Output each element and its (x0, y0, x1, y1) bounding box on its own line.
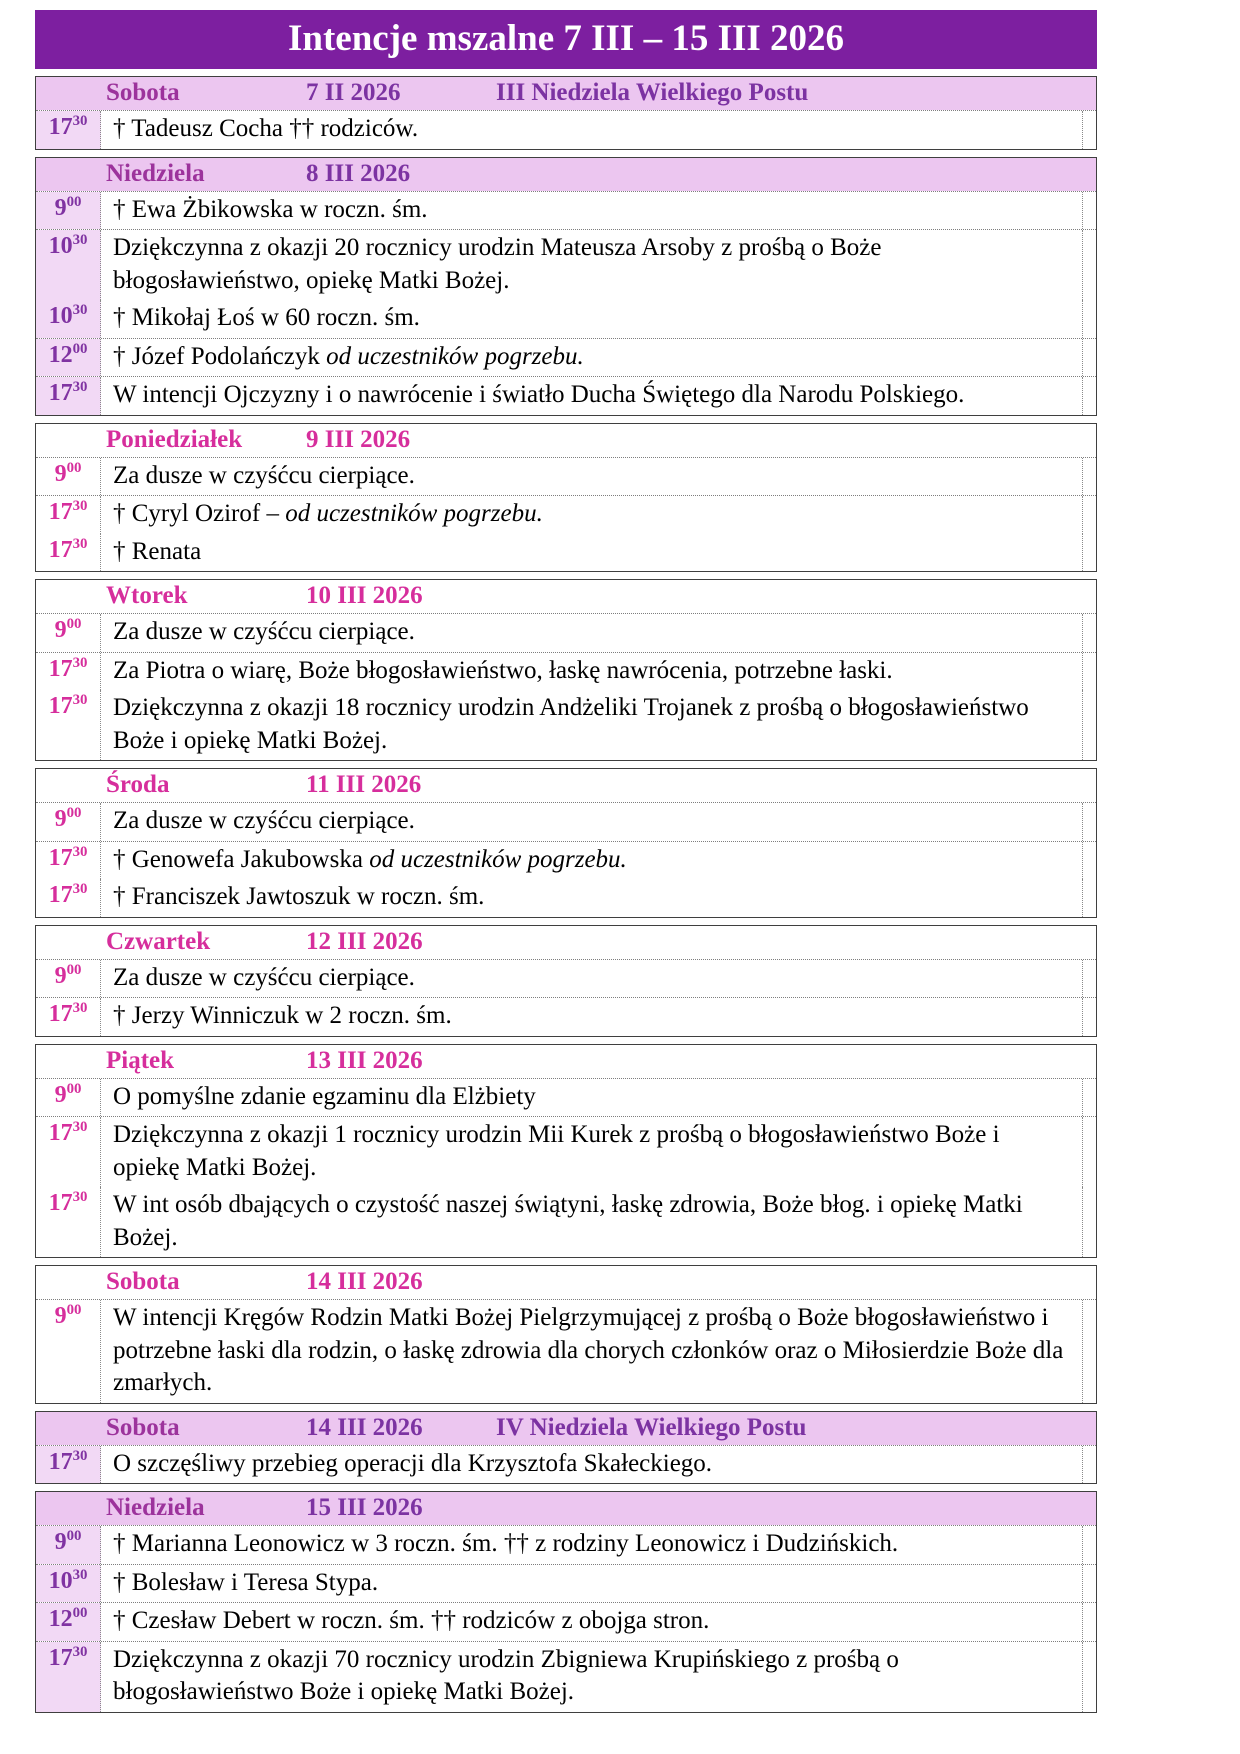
section-header (36, 1492, 1096, 1525)
right-rail (1082, 653, 1096, 691)
mass-row (36, 229, 1096, 338)
intention-text (101, 1079, 1082, 1117)
time-minutes: 30 (72, 113, 88, 129)
intention-text-segment: Dziękczynna z okazji 20 rocznicy urodzin Mateusza Arsoby z prośbą o Boże błogosławieństwo, opiekę Matki Bożej. (113, 234, 882, 294)
intention-text-segment: † Jerzy Winniczuk w 2 roczn. śm. (113, 1002, 452, 1029)
intention-text (101, 496, 1082, 534)
intention-text (101, 1603, 1082, 1641)
mass-row (36, 1641, 1096, 1712)
time-hour: 9 (54, 194, 67, 221)
time-cell (36, 1565, 101, 1603)
intention-text-italic: od uczestników pogrzebu. (369, 845, 627, 873)
intention-text-segment: O szczęśliwy przebieg operacji dla Krzysztofa Skałeckiego. (113, 1449, 713, 1477)
time-hour: 17 (48, 882, 73, 908)
time-cell (36, 339, 101, 377)
intention-text (101, 1642, 1082, 1712)
time-minutes: 00 (72, 1605, 88, 1621)
time-cell (36, 803, 101, 841)
mass-entry (36, 653, 1096, 691)
date-label: 15 III 2026 (306, 1494, 423, 1521)
right-rail (1082, 192, 1096, 230)
intention-text (101, 339, 1082, 377)
mass-entry (36, 1079, 1096, 1117)
time-cell (36, 1642, 101, 1712)
date-label: 9 III 2026 (306, 425, 411, 453)
right-rail (1082, 300, 1096, 338)
intention-text-segment: W intencji Kręgów Rodzin Matki Bożej Pielgrzymującej z prośbą o Boże błogosławieństwo i potrzebne łaski dla rodzin, o łaskę zdrowia dla chorych członków oraz o Miłosierdzie Boże dla zmarłych. (113, 1304, 1064, 1396)
time-minutes: 00 (66, 1528, 82, 1544)
intention-text (101, 111, 1082, 149)
day-section (35, 76, 1097, 150)
intention-text-segment: † Genowefa Jakubowska (113, 845, 370, 873)
time-minutes: 30 (72, 1189, 88, 1205)
time-minutes: 00 (72, 340, 88, 357)
time-minutes: 00 (66, 193, 82, 210)
time-hour: 10 (48, 1567, 73, 1594)
time-minutes: 30 (72, 1566, 88, 1583)
intention-text (101, 534, 1082, 572)
intention-text (101, 690, 1082, 760)
date-label: 14 III 2026 (306, 1413, 423, 1441)
time-minutes: 00 (66, 805, 82, 821)
time-cell (36, 230, 101, 300)
time-minutes: 30 (72, 1447, 88, 1464)
time-minutes: 30 (72, 1119, 88, 1135)
time-cell (36, 458, 101, 496)
time-minutes: 30 (72, 654, 88, 671)
intention-text-segment: † Cyryl Ozirof – (113, 500, 286, 527)
intention-text (101, 192, 1082, 230)
time-hour: 9 (54, 962, 67, 989)
mass-row (36, 457, 1096, 496)
mass-entry (36, 1117, 1096, 1187)
day-label: Sobota (106, 1413, 180, 1441)
time-minutes: 30 (72, 379, 88, 395)
intention-text-segment: † Tadeusz Cocha †† rodziców. (113, 115, 419, 142)
time-hour: 9 (54, 617, 67, 643)
section-header (36, 926, 1096, 959)
day-section (35, 1491, 1097, 1713)
time-minutes: 00 (66, 1302, 82, 1318)
date-label: 10 III 2026 (306, 582, 423, 609)
time-cell (36, 300, 101, 338)
time-cell (36, 1187, 101, 1257)
time-cell (36, 960, 101, 998)
time-minutes: 30 (72, 498, 88, 514)
section-header (36, 158, 1096, 191)
intention-text-segment: W int osób dbających o czystość naszej świątyni, łaskę zdrowia, Boże błog. i opiekę Matki Bożej. (113, 1191, 1023, 1251)
time-cell (36, 111, 101, 149)
right-rail (1082, 690, 1096, 760)
mass-row (36, 997, 1096, 1036)
time-cell (36, 842, 101, 880)
intention-text (101, 1117, 1082, 1187)
time-cell (36, 192, 101, 230)
time-cell (36, 1603, 101, 1641)
intention-text (101, 614, 1082, 652)
day-label: Wtorek (106, 582, 188, 609)
mass-entry (36, 998, 1096, 1036)
intention-text-segment: † Franciszek Jawtoszuk w roczn. śm. (113, 883, 485, 910)
time-minutes: 00 (66, 459, 82, 476)
intention-text-segment: O pomyślne zdanie egzaminu dla Elżbiety (113, 1082, 536, 1110)
day-section (35, 157, 1097, 416)
right-rail (1082, 1526, 1096, 1564)
time-cell (36, 1079, 101, 1117)
right-rail (1082, 1300, 1096, 1403)
intention-text-italic: od uczestników pogrzebu. (285, 500, 543, 527)
day-section (35, 579, 1097, 761)
mass-entry (36, 1642, 1096, 1712)
day-label: Niedziela (106, 159, 205, 187)
mass-entry (36, 842, 1096, 880)
mass-row (36, 1299, 1096, 1403)
time-minutes: 30 (72, 1643, 88, 1660)
intention-text-segment: † Czesław Debert w roczn. śm. †† rodziców z obojga stron. (113, 1607, 710, 1634)
right-rail (1082, 1642, 1096, 1712)
time-hour: 17 (48, 114, 73, 140)
intention-text-segment: † Józef Podolańczyk (113, 342, 327, 370)
time-hour: 9 (54, 806, 67, 832)
intention-text (101, 300, 1082, 338)
time-hour: 17 (48, 499, 73, 525)
right-rail (1082, 998, 1096, 1036)
mass-entry (36, 803, 1096, 841)
intention-text-segment: † Bolesław i Teresa Stypa. (113, 1568, 379, 1596)
day-label: Środa (106, 771, 170, 798)
time-hour: 10 (48, 233, 73, 259)
mass-entry (36, 690, 1096, 760)
time-cell (36, 653, 101, 691)
time-hour: 17 (48, 380, 73, 406)
intention-text-segment: † Ewa Żbikowska w roczn. śm. (113, 195, 428, 223)
feast-label: III Niedziela Wielkiego Postu (496, 79, 809, 106)
mass-entry (36, 1526, 1096, 1564)
time-cell (36, 1300, 101, 1403)
time-cell (36, 1117, 101, 1187)
time-cell (36, 614, 101, 652)
day-label: Sobota (106, 1268, 180, 1295)
intention-text (101, 803, 1082, 841)
right-rail (1082, 496, 1096, 534)
day-label: Piątek (106, 1046, 175, 1074)
right-rail (1082, 534, 1096, 572)
intention-text-segment: Dziękczynna z okazji 70 rocznicy urodzin Zbigniewa Krupińskiego z prośbą o błogosławieństwo Boże i opiekę Matki Bożej. (113, 1645, 899, 1705)
intention-text (101, 842, 1082, 880)
date-label: 13 III 2026 (306, 1046, 423, 1074)
right-rail (1082, 1565, 1096, 1603)
date-label: 12 III 2026 (306, 927, 423, 955)
date-label: 14 III 2026 (306, 1268, 423, 1295)
right-rail (1082, 377, 1096, 415)
intention-text-segment: W intencji Ojczyzny i o nawrócenie i światło Ducha Świętego dla Narodu Polskiego. (113, 381, 965, 408)
right-rail (1082, 842, 1096, 880)
right-rail (1082, 1079, 1096, 1117)
intention-text (101, 458, 1082, 496)
time-hour: 17 (48, 1644, 73, 1671)
time-hour: 9 (54, 1303, 67, 1329)
mass-row (36, 613, 1096, 652)
day-label: Niedziela (106, 1494, 205, 1521)
mass-row (36, 495, 1096, 571)
section-header (36, 1045, 1096, 1078)
right-rail (1082, 803, 1096, 841)
time-cell (36, 377, 101, 415)
day-section (35, 1411, 1097, 1485)
intention-text (101, 1565, 1082, 1603)
right-rail (1082, 458, 1096, 496)
mass-row (36, 841, 1096, 917)
date-label: 7 II 2026 (306, 79, 401, 106)
intention-text-segment: † Marianna Leonowicz w 3 roczn. śm. †† z rodziny Leonowicz i Dudzińskich. (113, 1530, 899, 1557)
day-label: Poniedziałek (106, 425, 243, 453)
time-cell (36, 496, 101, 534)
mass-entry (36, 377, 1096, 415)
mass-entry (36, 1187, 1096, 1257)
time-cell (36, 879, 101, 917)
intention-text-segment: Za dusze w czyśćcu cierpiące. (113, 807, 415, 834)
mass-entry (36, 230, 1096, 300)
mass-row (36, 1602, 1096, 1641)
mass-entry (36, 458, 1096, 496)
time-minutes: 00 (66, 961, 82, 978)
section-header (36, 424, 1096, 457)
right-rail (1082, 614, 1096, 652)
intention-text (101, 230, 1082, 300)
mass-row (36, 1525, 1096, 1564)
time-minutes: 00 (66, 1080, 82, 1097)
right-rail (1082, 960, 1096, 998)
intention-text (101, 1187, 1082, 1257)
section-header (36, 769, 1096, 802)
mass-entry (36, 496, 1096, 534)
intention-text (101, 998, 1082, 1036)
section-header (36, 77, 1096, 110)
intention-text (101, 960, 1082, 998)
day-section (35, 1044, 1097, 1259)
mass-entry (36, 614, 1096, 652)
page-title: Intencje mszalne 7 III – 15 III 2026 (35, 10, 1097, 69)
section-header (36, 1412, 1096, 1445)
mass-entry (36, 1565, 1096, 1603)
time-minutes: 30 (72, 881, 88, 897)
day-section (35, 423, 1097, 573)
mass-row (36, 1564, 1096, 1603)
time-cell (36, 534, 101, 572)
intention-text-segment: Dziękczynna z okazji 18 rocznicy urodzin Andżeliki Trojanek z prośbą o błogosławieństwo Boże i opiekę Matki Bożej. (113, 694, 1029, 754)
time-hour: 17 (48, 693, 73, 719)
mass-row (36, 1078, 1096, 1117)
time-hour: 17 (48, 655, 73, 682)
right-rail (1082, 111, 1096, 149)
date-label: 11 III 2026 (306, 771, 422, 798)
mass-entry (36, 879, 1096, 917)
mass-entry (36, 111, 1096, 149)
time-hour: 17 (48, 1120, 73, 1146)
intention-text (101, 653, 1082, 691)
day-section (35, 925, 1097, 1037)
mass-row (36, 802, 1096, 841)
mass-entry (36, 1603, 1096, 1641)
day-label: Sobota (106, 79, 180, 106)
time-hour: 12 (48, 1606, 73, 1632)
mass-entry (36, 1446, 1096, 1484)
intention-text-segment: Za dusze w czyśćcu cierpiące. (113, 461, 415, 489)
intention-text (101, 377, 1082, 415)
intention-text-italic: od uczestników pogrzebu. (326, 342, 584, 370)
feast-label: IV Niedziela Wielkiego Postu (496, 1413, 807, 1441)
time-cell (36, 998, 101, 1036)
day-section (35, 768, 1097, 918)
right-rail (1082, 339, 1096, 377)
mass-row (36, 959, 1096, 998)
time-hour: 17 (48, 844, 73, 871)
intention-text-segment: Za Piotra o wiarę, Boże błogosławieństwo, łaskę nawrócenia, potrzebne łaski. (113, 656, 893, 684)
mass-row (36, 338, 1096, 377)
schedule (35, 76, 1097, 1713)
mass-entry (36, 300, 1096, 338)
intention-text (101, 1526, 1082, 1564)
time-hour: 10 (48, 303, 73, 329)
mass-row (36, 1445, 1096, 1484)
time-minutes: 00 (66, 616, 82, 632)
mass-row (36, 1116, 1096, 1257)
time-minutes: 30 (72, 302, 88, 318)
time-cell (36, 1526, 101, 1564)
time-minutes: 30 (72, 535, 88, 552)
mass-entry (36, 192, 1096, 230)
time-minutes: 30 (72, 843, 88, 860)
time-hour: 17 (48, 536, 73, 563)
intention-text (101, 1446, 1082, 1484)
section-header (36, 1266, 1096, 1299)
mass-row (36, 376, 1096, 415)
day-label: Czwartek (106, 927, 211, 955)
intention-text-segment: † Mikołaj Łoś w 60 roczn. śm. (113, 304, 420, 331)
right-rail (1082, 1117, 1096, 1187)
time-cell (36, 1446, 101, 1484)
time-hour: 9 (54, 1081, 67, 1108)
time-hour: 17 (48, 1190, 73, 1216)
mass-entry (36, 339, 1096, 377)
right-rail (1082, 879, 1096, 917)
intention-text-segment: † Renata (113, 537, 202, 565)
mass-entry (36, 1300, 1096, 1403)
intention-text-segment: Za dusze w czyśćcu cierpiące. (113, 963, 415, 991)
day-section (35, 1265, 1097, 1404)
mass-row (36, 652, 1096, 761)
time-minutes: 30 (72, 1000, 88, 1016)
right-rail (1082, 230, 1096, 300)
right-rail (1082, 1187, 1096, 1257)
time-hour: 9 (54, 1529, 67, 1555)
intention-text-segment: Dziękczynna z okazji 1 rocznicy urodzin Mii Kurek z prośbą o błogosławieństwo Boże i opiekę Matki Bożej. (113, 1121, 1000, 1181)
section-header (36, 580, 1096, 613)
date-label: 8 III 2026 (306, 159, 411, 187)
mass-entry (36, 960, 1096, 998)
document-page (35, 10, 1097, 1720)
intention-text (101, 1300, 1082, 1403)
time-hour: 17 (48, 1001, 73, 1027)
time-minutes: 30 (72, 232, 88, 248)
time-hour: 17 (48, 1448, 73, 1475)
intention-text-segment: Za dusze w czyśćcu cierpiące. (113, 618, 415, 645)
right-rail (1082, 1446, 1096, 1484)
mass-row (36, 191, 1096, 230)
time-hour: 9 (54, 460, 67, 487)
time-cell (36, 690, 101, 760)
time-hour: 12 (48, 341, 73, 368)
time-minutes: 30 (72, 692, 88, 708)
right-rail (1082, 1603, 1096, 1641)
mass-entry (36, 534, 1096, 572)
mass-row (36, 110, 1096, 149)
intention-text (101, 879, 1082, 917)
